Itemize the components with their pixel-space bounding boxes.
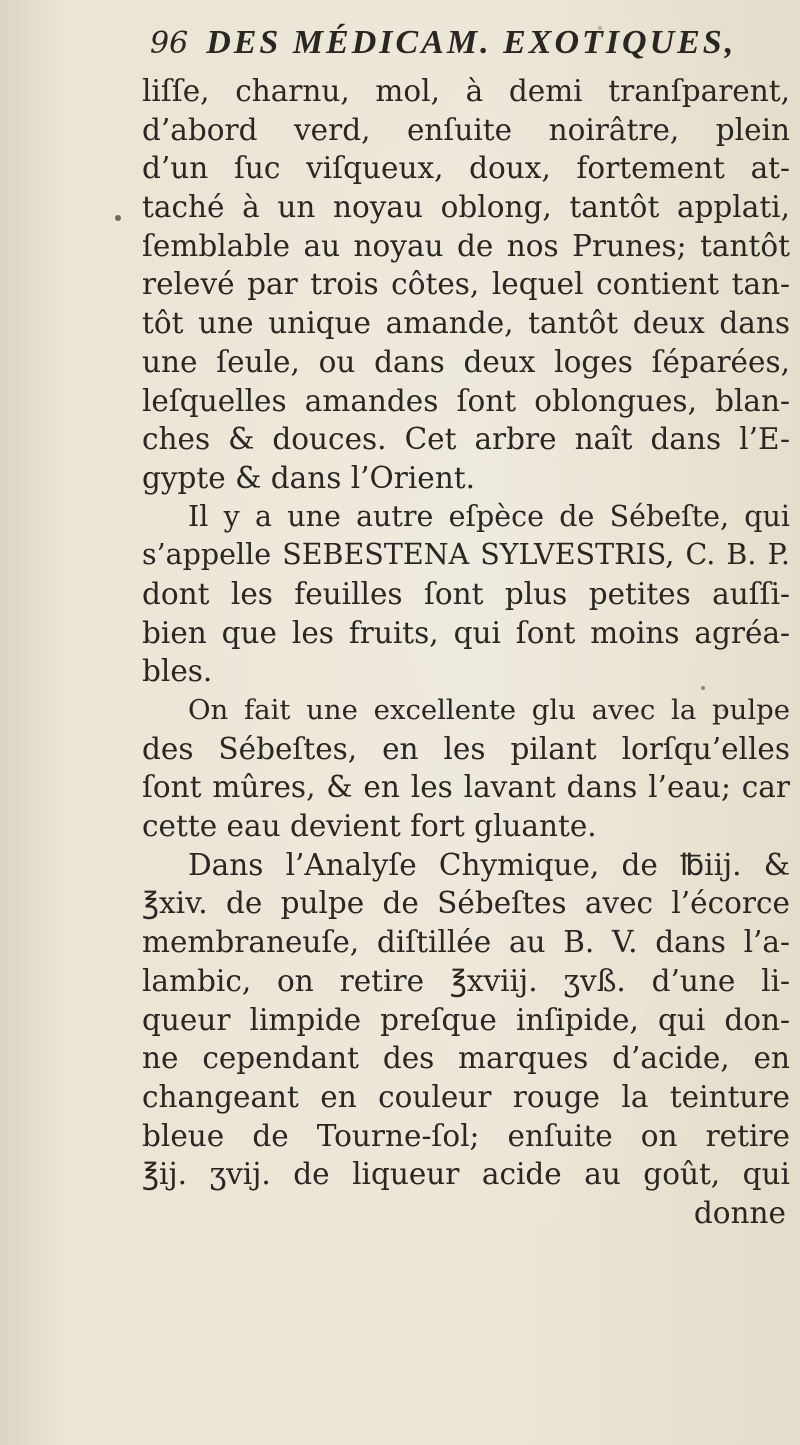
text-line: liſſe, charnu, mol, à demi tranſparent, <box>142 74 790 108</box>
text-line: gypte & dans l’Orient. <box>142 460 475 495</box>
text-line: Il y a une autre eſpèce de Sébeſte, qui <box>188 499 790 533</box>
text-line: bles. <box>142 654 213 689</box>
text-line: d’un ſuc viſqueux, doux, fortement at- <box>142 151 790 186</box>
text-line: ſont mûres, & en les lavant dans l’eau; car <box>142 770 790 805</box>
text-line: changeant en couleur rouge la teinture <box>142 1079 790 1114</box>
text-line: une ſeule, ou dans deux loges ſéparées, <box>142 344 790 379</box>
page-number: 96 <box>150 26 189 61</box>
text-line: Dans l’Analyſe Chymique, de ℔iij. & <box>188 847 790 882</box>
text-line: d’abord verd, enſuite noirâtre, plein <box>142 112 790 147</box>
page-header <box>150 24 790 74</box>
text-line: s’appelle SEBESTENA SYLVESTRIS, C. B. P. <box>142 538 790 572</box>
text-line: tôt une unique amande, tantôt deux dans <box>142 306 790 341</box>
text-line: des Sébeſtes, en les pilant lorſqu’elles <box>142 731 790 766</box>
text-line: cette eau devient fort gluante. <box>142 809 597 844</box>
text-line: dont les feuilles ſont plus petites auſſi- <box>142 576 790 611</box>
text-line: ches & douces. Cet arbre naît dans l’E- <box>142 422 790 457</box>
text-line: bleue de Tourne-ſol; enſuite on retire <box>142 1118 790 1153</box>
running-title: DES MÉDICAM. EXOTIQUES, <box>206 24 737 61</box>
text-line: membraneuſe, diſtillée au B. V. dans l’a- <box>142 925 790 960</box>
body-text <box>142 72 790 1233</box>
text-line: ſemblable au noyau de nos Prunes; tantôt <box>142 228 790 263</box>
text-line: ℥xiv. de pulpe de Sébeſtes avec l’écorce <box>142 886 790 921</box>
text-line: queur limpide preſque inſipide, qui don- <box>142 1002 790 1037</box>
text-line: ne cependant des marques d’acide, en <box>142 1041 790 1076</box>
text-line: relevé par trois côtes, lequel contient tan- <box>142 267 790 302</box>
text-line: leſquelles amandes ſont oblongues, blan- <box>142 383 790 418</box>
text-line: donne <box>693 1195 786 1230</box>
text-line: taché à un noyau oblong, tantôt applati, <box>142 190 790 225</box>
text-line: ℥ij. ʒvij. de liqueur acide au goût, qui <box>142 1157 790 1192</box>
text-line: bien que les fruits, qui ſont moins agréa- <box>142 615 790 650</box>
text-line: lambic, on retire ℥xviij. ʒvß. d’une li- <box>142 963 790 998</box>
text-line: On fait une excellente glu avec la pulpe <box>188 694 790 726</box>
